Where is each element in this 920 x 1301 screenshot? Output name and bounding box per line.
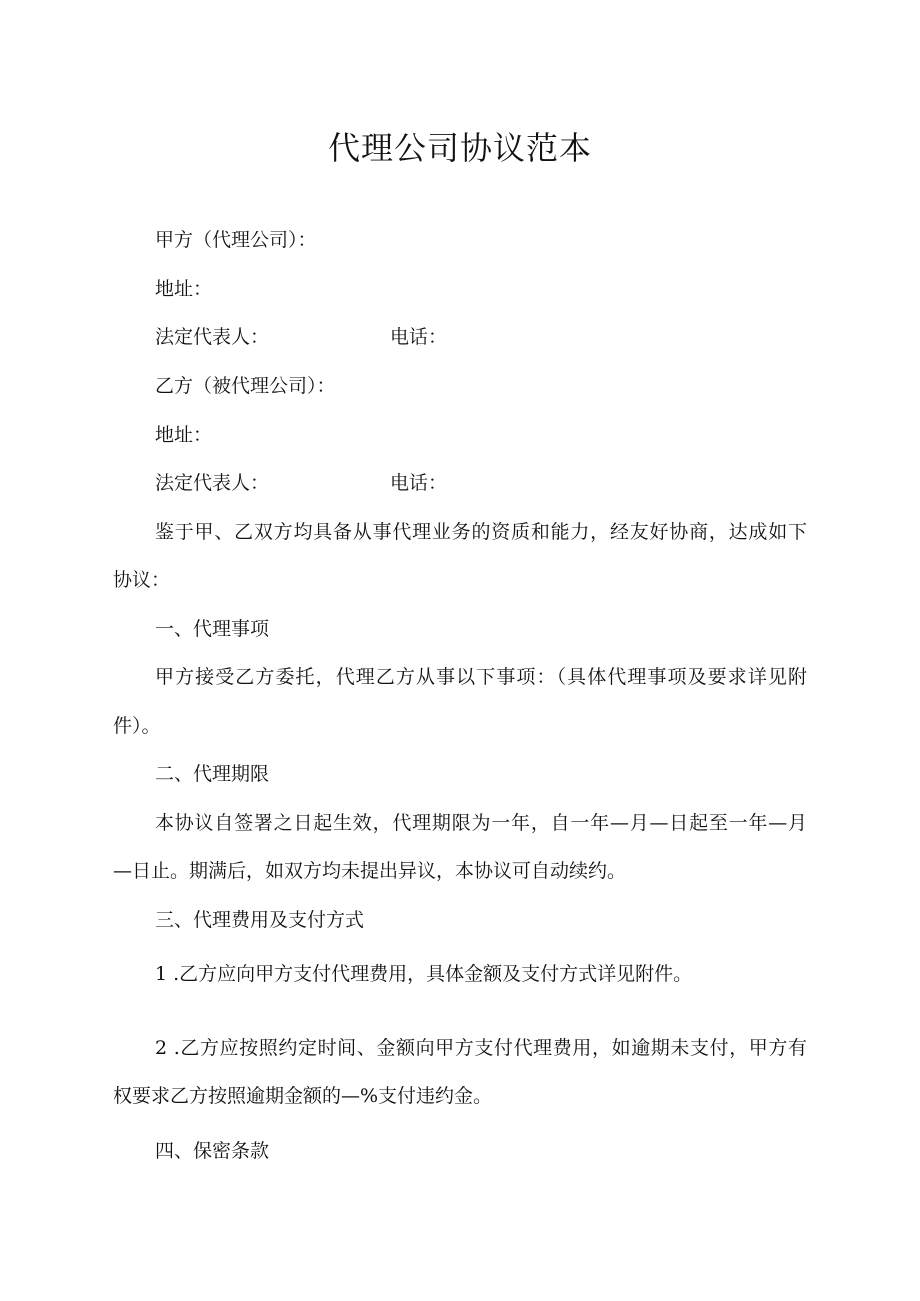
preamble-line-1: 鉴于甲、乙双方均具备从事代理业务的资质和能力，经友好协商，达成如下 — [155, 521, 807, 543]
section-4-heading: 四、保密条款 — [155, 1140, 270, 1162]
party-a-address: 地址： — [155, 278, 213, 300]
section-1-line-1: 甲方接受乙方委托，代理乙方从事以下事项：（具体代理事项及要求详见附 — [155, 666, 807, 688]
section-1-heading: 一、代理事项 — [155, 618, 270, 640]
party-a-representative: 法定代表人： — [155, 326, 270, 348]
section-2-heading: 二、代理期限 — [155, 763, 270, 785]
party-b-address: 地址： — [155, 424, 213, 446]
party-a-phone: 电话： — [390, 326, 448, 348]
party-a-label: 甲方（代理公司）： — [155, 229, 317, 251]
section-3-item-1: 1 .乙方应向甲方支付代理费用，具体金额及支付方式详见附件。 — [155, 963, 693, 985]
section-3-heading: 三、代理费用及支付方式 — [155, 909, 365, 931]
section-3-item-2-line-1: 2 .乙方应按照约定时间、金额向甲方支付代理费用，如逾期未支付，甲方有 — [155, 1037, 807, 1059]
section-2-line-2: —日止。期满后，如双方均未提出异议，本协议可自动续约。 — [113, 860, 627, 882]
section-3-item-2-line-2: 权要求乙方按照逾期金额的—%支付违约金。 — [113, 1085, 493, 1107]
document-title: 代理公司协议范本 — [327, 129, 592, 167]
party-b-label: 乙方（被代理公司）： — [155, 375, 336, 397]
section-1-line-2: 件）。 — [113, 715, 161, 737]
preamble-line-2: 协议： — [113, 569, 171, 591]
party-b-representative: 法定代表人： — [155, 472, 270, 494]
party-b-phone: 电话： — [390, 472, 448, 494]
section-2-line-1: 本协议自签署之日起生效，代理期限为一年，自一年—月—日起至一年—月 — [155, 812, 807, 834]
